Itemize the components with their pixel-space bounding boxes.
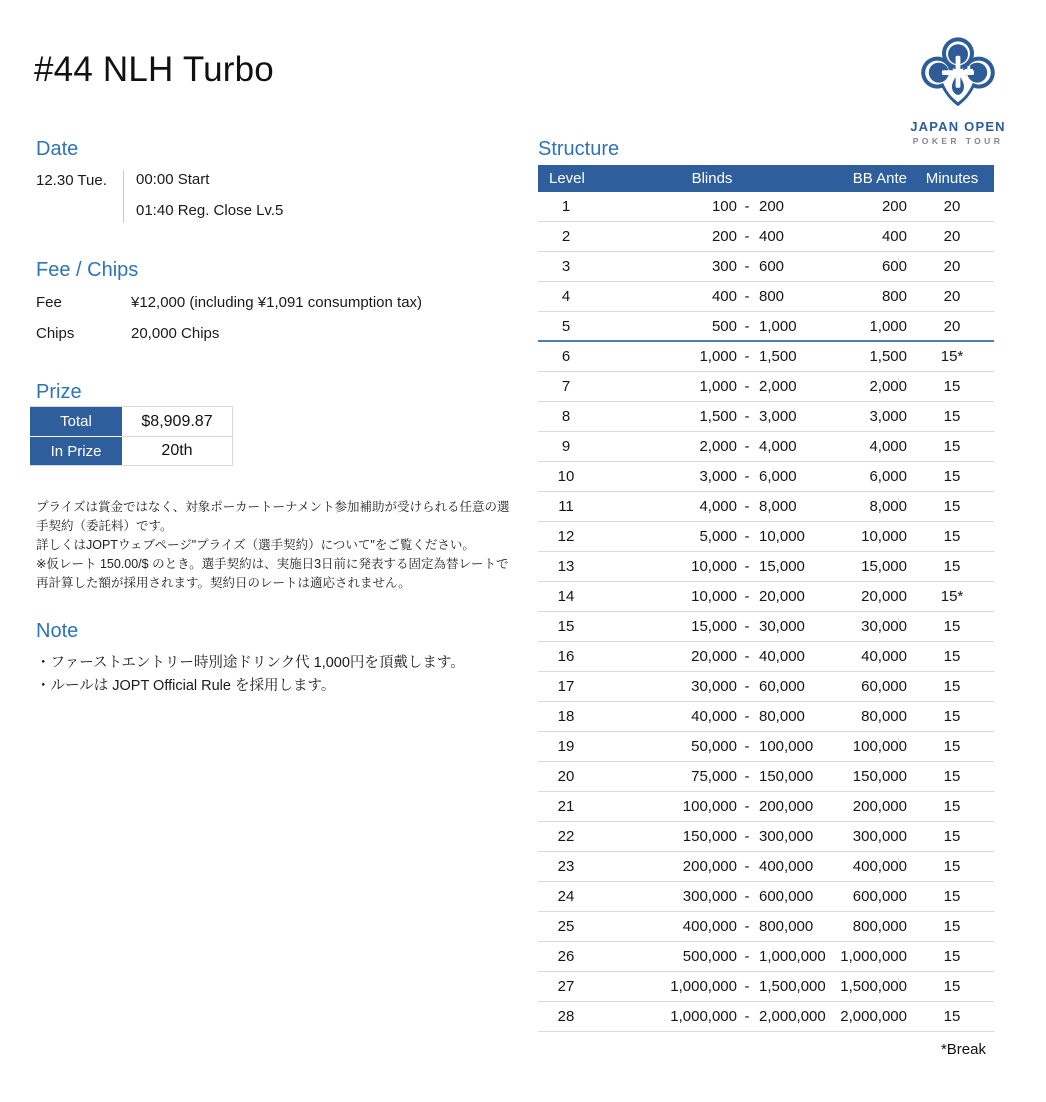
small-blind-cell: 100,000 bbox=[682, 798, 737, 815]
blinds-separator: - bbox=[744, 708, 750, 725]
date-value: 12.30 Tue. bbox=[36, 172, 107, 189]
structure-row bbox=[538, 852, 994, 882]
level-cell: 2 bbox=[561, 228, 571, 245]
level-cell: 17 bbox=[557, 678, 575, 695]
small-blind-cell: 10,000 bbox=[691, 588, 737, 605]
big-blind-cell: 2,000,000 bbox=[759, 1008, 826, 1025]
level-cell: 12 bbox=[557, 528, 575, 545]
structure-row bbox=[538, 372, 994, 402]
structure-row bbox=[538, 882, 994, 912]
prize-row bbox=[30, 407, 232, 436]
structure-row bbox=[538, 732, 994, 762]
bb-ante-cell: 200,000 bbox=[852, 798, 907, 815]
big-blind-cell: 20,000 bbox=[759, 588, 805, 605]
small-blind-cell: 500 bbox=[711, 317, 737, 335]
level-cell: 13 bbox=[557, 558, 575, 575]
blinds-separator: - bbox=[744, 678, 750, 695]
structure-table-body bbox=[538, 192, 994, 1032]
note-line: ・ファーストエントリー時別途ドリンク代 1,000円を頂戴します。 bbox=[36, 655, 465, 671]
bb-ante-cell: 300,000 bbox=[852, 828, 907, 845]
bb-ante-cell: 1,000 bbox=[869, 317, 907, 335]
big-blind-cell: 200 bbox=[759, 198, 785, 215]
fee-chips-row bbox=[36, 294, 422, 311]
big-blind-cell: 1,000,000 bbox=[759, 948, 826, 965]
blinds-separator: - bbox=[744, 228, 750, 245]
structure-row bbox=[538, 762, 994, 792]
big-blind-cell: 300,000 bbox=[759, 828, 814, 845]
minutes-cell: 15 bbox=[943, 978, 961, 995]
structure-row bbox=[538, 222, 994, 252]
big-blind-cell: 80,000 bbox=[759, 708, 805, 725]
break-footnote: *Break bbox=[940, 1041, 986, 1058]
level-cell: 7 bbox=[561, 378, 571, 395]
level-cell: 8 bbox=[561, 408, 571, 425]
bb-ante-cell: 2,000 bbox=[869, 378, 907, 395]
blinds-separator: - bbox=[744, 888, 750, 905]
disclaimer-line: プライズは賞金ではなく、対象ポーカートーナメント参加補助が受けられる任意の選手契約（委託料）です。 bbox=[36, 500, 510, 533]
bb-ante-cell: 3,000 bbox=[869, 408, 907, 425]
blinds-separator: - bbox=[744, 258, 750, 275]
big-blind-cell: 10,000 bbox=[759, 528, 805, 545]
minutes-cell: 15 bbox=[943, 528, 961, 545]
date-row bbox=[36, 170, 283, 223]
jopt-clover-icon bbox=[918, 34, 998, 116]
bb-ante-cell: 30,000 bbox=[861, 618, 907, 635]
note-heading: Note bbox=[36, 620, 79, 642]
minutes-cell: 15 bbox=[943, 438, 961, 455]
minutes-cell: 15 bbox=[943, 378, 961, 395]
small-blind-cell: 500,000 bbox=[682, 948, 737, 965]
blinds-separator: - bbox=[744, 288, 750, 305]
blinds-separator: - bbox=[744, 438, 750, 455]
level-cell: 20 bbox=[557, 768, 575, 785]
blinds-separator: - bbox=[744, 978, 750, 995]
level-cell: 18 bbox=[557, 708, 575, 725]
level-cell: 5 bbox=[561, 317, 571, 335]
level-cell: 21 bbox=[557, 798, 575, 815]
small-blind-cell: 30,000 bbox=[691, 678, 737, 695]
bb-ante-cell: 600 bbox=[881, 258, 907, 275]
level-cell: 11 bbox=[558, 498, 574, 515]
small-blind-cell: 1,500 bbox=[699, 408, 737, 425]
blinds-separator: - bbox=[744, 558, 750, 575]
small-blind-cell: 3,000 bbox=[699, 468, 737, 485]
fee-chips-section bbox=[36, 259, 422, 356]
level-cell: 25 bbox=[557, 918, 575, 935]
fee-chips-value: 20,000 Chips bbox=[131, 325, 220, 342]
minutes-cell: 15 bbox=[943, 918, 961, 935]
schedule-list bbox=[123, 170, 283, 223]
small-blind-cell: 75,000 bbox=[691, 768, 737, 785]
bb-ante-cell: 10,000 bbox=[861, 528, 907, 545]
minutes-cell: 15 bbox=[943, 678, 961, 695]
blinds-separator: - bbox=[744, 468, 750, 485]
minutes-cell: 15 bbox=[943, 408, 961, 425]
minutes-cell: 15 bbox=[943, 1008, 961, 1025]
structure-row bbox=[538, 912, 994, 942]
disclaimer-line: ※仮レート 150.00/$ のとき。選手契約は、実施日3日前に発表する固定為替レートで再計算した額が採用されます。契約日のレートは適応されません。 bbox=[36, 557, 509, 590]
prize-table bbox=[30, 406, 233, 466]
schedule-entry: 00:00 Start bbox=[136, 171, 210, 188]
level-cell: 26 bbox=[557, 948, 575, 965]
structure-row bbox=[538, 192, 994, 222]
structure-row bbox=[538, 282, 994, 312]
minutes-cell: 15* bbox=[940, 348, 964, 365]
level-cell: 24 bbox=[557, 888, 575, 905]
structure-row bbox=[538, 942, 994, 972]
big-blind-cell: 150,000 bbox=[759, 768, 814, 785]
minutes-cell: 15 bbox=[943, 468, 961, 485]
minutes-cell: 15 bbox=[943, 708, 961, 725]
fee-chips-value: ¥12,000 (including ¥1,091 consumption tax) bbox=[131, 294, 423, 311]
blinds-separator: - bbox=[744, 198, 750, 215]
structure-section bbox=[538, 138, 994, 1058]
big-blind-cell: 3,000 bbox=[759, 408, 797, 425]
small-blind-cell: 400 bbox=[711, 288, 737, 305]
prize-row-value: 20th bbox=[122, 436, 232, 465]
disclaimer-line: 詳しくはJOPTウェブページ"プライズ（選手契約）について"をご覧ください。 bbox=[36, 538, 475, 552]
structure-row bbox=[538, 582, 994, 612]
big-blind-cell: 40,000 bbox=[759, 648, 805, 665]
blinds-separator: - bbox=[744, 948, 750, 965]
big-blind-cell: 8,000 bbox=[759, 498, 797, 515]
structure-row bbox=[538, 1002, 994, 1032]
structure-table-header bbox=[538, 165, 994, 192]
structure-row bbox=[538, 702, 994, 732]
big-blind-cell: 800 bbox=[759, 288, 785, 305]
structure-row bbox=[538, 642, 994, 672]
level-cell: 22 bbox=[557, 828, 575, 845]
prize-row-value: $8,909.87 bbox=[141, 412, 213, 430]
blinds-separator: - bbox=[744, 918, 750, 935]
structure-row bbox=[538, 972, 994, 1002]
minutes-cell: 20 bbox=[943, 228, 961, 245]
bb-ante-cell: 1,500 bbox=[869, 348, 907, 365]
fee-chips-label: Chips bbox=[36, 325, 75, 342]
blinds-separator: - bbox=[744, 648, 750, 665]
small-blind-cell: 15,000 bbox=[691, 618, 737, 635]
level-cell: 23 bbox=[557, 858, 575, 875]
small-blind-cell: 200 bbox=[711, 228, 737, 245]
level-cell: 6 bbox=[561, 348, 571, 365]
blinds-separator: - bbox=[744, 348, 750, 365]
minutes-cell: 15 bbox=[943, 798, 961, 815]
minutes-cell: 15 bbox=[943, 618, 961, 635]
structure-heading: Structure bbox=[538, 138, 620, 160]
big-blind-cell: 1,500 bbox=[759, 348, 797, 365]
minutes-cell: 15 bbox=[943, 768, 961, 785]
small-blind-cell: 100 bbox=[711, 198, 737, 215]
prize-disclaimer bbox=[36, 498, 514, 593]
prize-row-label: Total bbox=[30, 407, 122, 436]
minutes-cell: 20 bbox=[943, 258, 961, 275]
small-blind-cell: 200,000 bbox=[682, 858, 737, 875]
structure-row bbox=[538, 402, 994, 432]
structure-row bbox=[538, 492, 994, 522]
minutes-cell: 15 bbox=[943, 888, 961, 905]
level-cell: 4 bbox=[561, 288, 571, 305]
small-blind-cell: 50,000 bbox=[691, 738, 737, 755]
small-blind-cell: 300 bbox=[711, 258, 737, 275]
level-cell: 27 bbox=[557, 978, 575, 995]
small-blind-cell: 1,000,000 bbox=[670, 1008, 737, 1025]
blinds-separator: - bbox=[744, 317, 750, 335]
bb-ante-cell: 6,000 bbox=[869, 468, 907, 485]
blinds-separator: - bbox=[744, 858, 750, 875]
blinds-separator: - bbox=[744, 828, 750, 845]
bb-ante-cell: 800,000 bbox=[852, 918, 907, 935]
bb-ante-cell: 60,000 bbox=[861, 678, 907, 695]
bb-ante-cell: 80,000 bbox=[861, 708, 907, 725]
minutes-cell: 15 bbox=[943, 828, 961, 845]
structure-row bbox=[538, 252, 994, 282]
big-blind-cell: 600 bbox=[759, 258, 785, 275]
bb-ante-cell: 800 bbox=[881, 288, 907, 305]
structure-row bbox=[538, 522, 994, 552]
level-cell: 19 bbox=[557, 738, 575, 755]
big-blind-cell: 60,000 bbox=[759, 678, 805, 695]
logo-text-japan-open: JAPAN OPEN bbox=[910, 119, 1006, 134]
column-header-bb-ante: BB Ante bbox=[852, 170, 907, 187]
schedule-entry: 01:40 Reg. Close Lv.5 bbox=[136, 202, 284, 219]
bb-ante-cell: 2,000,000 bbox=[840, 1008, 907, 1025]
structure-row bbox=[538, 342, 994, 372]
minutes-cell: 15* bbox=[940, 588, 964, 605]
column-header-blinds: Blinds bbox=[691, 170, 733, 187]
small-blind-cell: 1,000,000 bbox=[670, 978, 737, 995]
prize-row-label: In Prize bbox=[30, 436, 122, 465]
small-blind-cell: 40,000 bbox=[691, 708, 737, 725]
structure-row bbox=[538, 432, 994, 462]
big-blind-cell: 100,000 bbox=[759, 738, 814, 755]
small-blind-cell: 20,000 bbox=[691, 648, 737, 665]
minutes-cell: 15 bbox=[943, 498, 961, 515]
blinds-separator: - bbox=[744, 588, 750, 605]
minutes-cell: 15 bbox=[943, 648, 961, 665]
prize-section bbox=[30, 381, 233, 466]
level-cell: 14 bbox=[557, 588, 575, 605]
minutes-cell: 15 bbox=[943, 948, 961, 965]
fee-chips-row bbox=[36, 325, 422, 342]
big-blind-cell: 400 bbox=[759, 228, 785, 245]
bb-ante-cell: 400,000 bbox=[852, 858, 907, 875]
big-blind-cell: 200,000 bbox=[759, 798, 814, 815]
big-blind-cell: 2,000 bbox=[759, 378, 797, 395]
bb-ante-cell: 4,000 bbox=[869, 438, 907, 455]
small-blind-cell: 1,000 bbox=[699, 348, 737, 365]
blinds-separator: - bbox=[744, 528, 750, 545]
prize-row bbox=[30, 436, 232, 465]
page-title: #44 NLH Turbo bbox=[34, 50, 274, 89]
bb-ante-cell: 20,000 bbox=[861, 588, 907, 605]
date-section bbox=[36, 138, 283, 223]
column-header-minutes: Minutes bbox=[925, 170, 979, 187]
small-blind-cell: 2,000 bbox=[699, 438, 737, 455]
big-blind-cell: 30,000 bbox=[759, 618, 805, 635]
blinds-separator: - bbox=[744, 408, 750, 425]
big-blind-cell: 1,000 bbox=[759, 317, 797, 335]
prize-heading: Prize bbox=[36, 381, 82, 403]
small-blind-cell: 10,000 bbox=[691, 558, 737, 575]
big-blind-cell: 4,000 bbox=[759, 438, 797, 455]
column-header-level: Level bbox=[549, 170, 585, 187]
note-section bbox=[36, 620, 514, 698]
big-blind-cell: 400,000 bbox=[759, 858, 814, 875]
minutes-cell: 15 bbox=[943, 558, 961, 575]
blinds-separator: - bbox=[744, 798, 750, 815]
small-blind-cell: 400,000 bbox=[682, 918, 737, 935]
blinds-separator: - bbox=[744, 768, 750, 785]
bb-ante-cell: 1,000,000 bbox=[840, 948, 907, 965]
level-cell: 10 bbox=[557, 468, 575, 485]
note-line: ・ルールは JOPT Official Rule を採用します。 bbox=[36, 678, 336, 694]
level-cell: 28 bbox=[557, 1008, 575, 1025]
bb-ante-cell: 8,000 bbox=[869, 498, 907, 515]
structure-row bbox=[538, 792, 994, 822]
blinds-separator: - bbox=[744, 378, 750, 395]
small-blind-cell: 300,000 bbox=[682, 888, 737, 905]
structure-row bbox=[538, 612, 994, 642]
small-blind-cell: 1,000 bbox=[699, 378, 737, 395]
level-cell: 15 bbox=[557, 618, 575, 635]
small-blind-cell: 5,000 bbox=[699, 528, 737, 545]
minutes-cell: 20 bbox=[943, 198, 961, 215]
minutes-cell: 20 bbox=[943, 317, 961, 335]
logo-text-poker-tour: POKER TOUR bbox=[912, 136, 1004, 146]
structure-row bbox=[538, 822, 994, 852]
bb-ante-cell: 150,000 bbox=[852, 768, 907, 785]
structure-row bbox=[538, 672, 994, 702]
level-cell: 9 bbox=[561, 438, 571, 455]
bb-ante-cell: 40,000 bbox=[861, 648, 907, 665]
big-blind-cell: 1,500,000 bbox=[759, 978, 826, 995]
bb-ante-cell: 200 bbox=[881, 198, 907, 215]
minutes-cell: 15 bbox=[943, 858, 961, 875]
structure-row bbox=[538, 552, 994, 582]
bb-ante-cell: 15,000 bbox=[861, 558, 907, 575]
small-blind-cell: 150,000 bbox=[682, 828, 737, 845]
structure-row bbox=[538, 312, 994, 342]
big-blind-cell: 800,000 bbox=[759, 918, 814, 935]
small-blind-cell: 4,000 bbox=[699, 498, 737, 515]
level-cell: 1 bbox=[561, 198, 571, 215]
level-cell: 3 bbox=[561, 258, 571, 275]
minutes-cell: 20 bbox=[943, 288, 961, 305]
fee-chips-label: Fee bbox=[36, 294, 62, 311]
jopt-logo bbox=[906, 34, 1010, 146]
bb-ante-cell: 100,000 bbox=[852, 738, 907, 755]
blinds-separator: - bbox=[744, 1008, 750, 1025]
bb-ante-cell: 400 bbox=[881, 228, 907, 245]
big-blind-cell: 600,000 bbox=[759, 888, 814, 905]
fee-chips-heading: Fee / Chips bbox=[36, 259, 139, 281]
blinds-separator: - bbox=[744, 498, 750, 515]
level-cell: 16 bbox=[557, 648, 575, 665]
structure-row bbox=[538, 462, 994, 492]
minutes-cell: 15 bbox=[943, 738, 961, 755]
blinds-separator: - bbox=[744, 738, 750, 755]
bb-ante-cell: 600,000 bbox=[852, 888, 907, 905]
big-blind-cell: 15,000 bbox=[759, 558, 805, 575]
bb-ante-cell: 1,500,000 bbox=[840, 978, 907, 995]
big-blind-cell: 6,000 bbox=[759, 468, 797, 485]
blinds-separator: - bbox=[744, 618, 750, 635]
date-heading: Date bbox=[36, 138, 79, 160]
